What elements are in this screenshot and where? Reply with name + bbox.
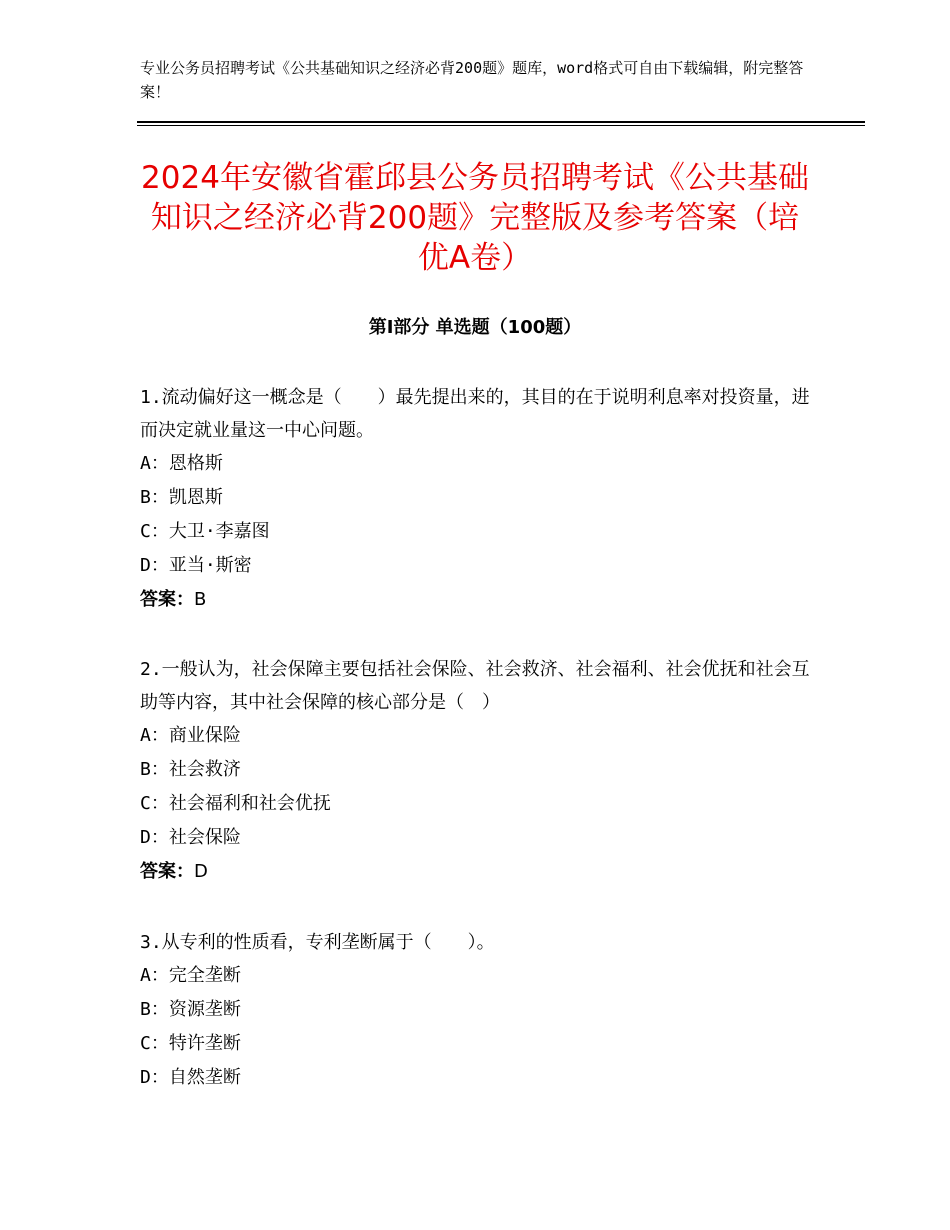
option-c: C：大卫·李嘉图: [140, 521, 270, 542]
option-a: A：商业保险: [140, 725, 241, 746]
option-b: B：资源垄断: [140, 999, 241, 1020]
question-3: [140, 926, 820, 1095]
option-c: C：社会福利和社会优抚: [140, 793, 331, 814]
section-heading: 第I部分 单选题（100题）: [368, 317, 582, 338]
option-a: A：恩格斯: [140, 453, 223, 474]
answer-line: [140, 855, 820, 889]
answer-label: 答案：: [140, 589, 194, 610]
question-1: [140, 381, 820, 617]
option-b: B：凯恩斯: [140, 487, 223, 508]
option-b: B：社会救济: [140, 759, 241, 780]
header-divider-thin: [137, 125, 865, 126]
answer-line: [140, 583, 820, 617]
option-a: A：完全垄断: [140, 965, 241, 986]
answer-label: 答案：: [140, 861, 194, 882]
question-stem: 1.流动偏好这一概念是（ ）最先提出来的，其目的在于说明利息率对投资量，进而决定就业量这一中心问题。: [140, 387, 810, 441]
header-note: 专业公务员招聘考试《公共基础知识之经济必背200题》题库，word格式可自由下载编辑，附完整答案！: [140, 59, 804, 101]
document-title: 2024年安徽省霍邱县公务员招聘考试《公共基础知识之经济必背200题》完整版及参考答案（培优A卷）: [141, 160, 809, 276]
option-d: D：社会保险: [140, 827, 241, 848]
option-d: D：自然垄断: [140, 1067, 241, 1088]
option-d: D：亚当·斯密: [140, 555, 252, 576]
header-divider-thick: [137, 121, 865, 123]
option-c: C：特许垄断: [140, 1033, 241, 1054]
answer-value: B: [194, 589, 207, 610]
question-stem: 3.从专利的性质看，专利垄断属于（ ）。: [140, 932, 495, 953]
question-2: [140, 653, 820, 889]
question-stem: 2.一般认为，社会保障主要包括社会保险、社会救济、社会福利、社会优抚和社会互助等内容，其中社会保障的核心部分是（ ）: [140, 659, 810, 713]
answer-value: D: [194, 861, 208, 882]
